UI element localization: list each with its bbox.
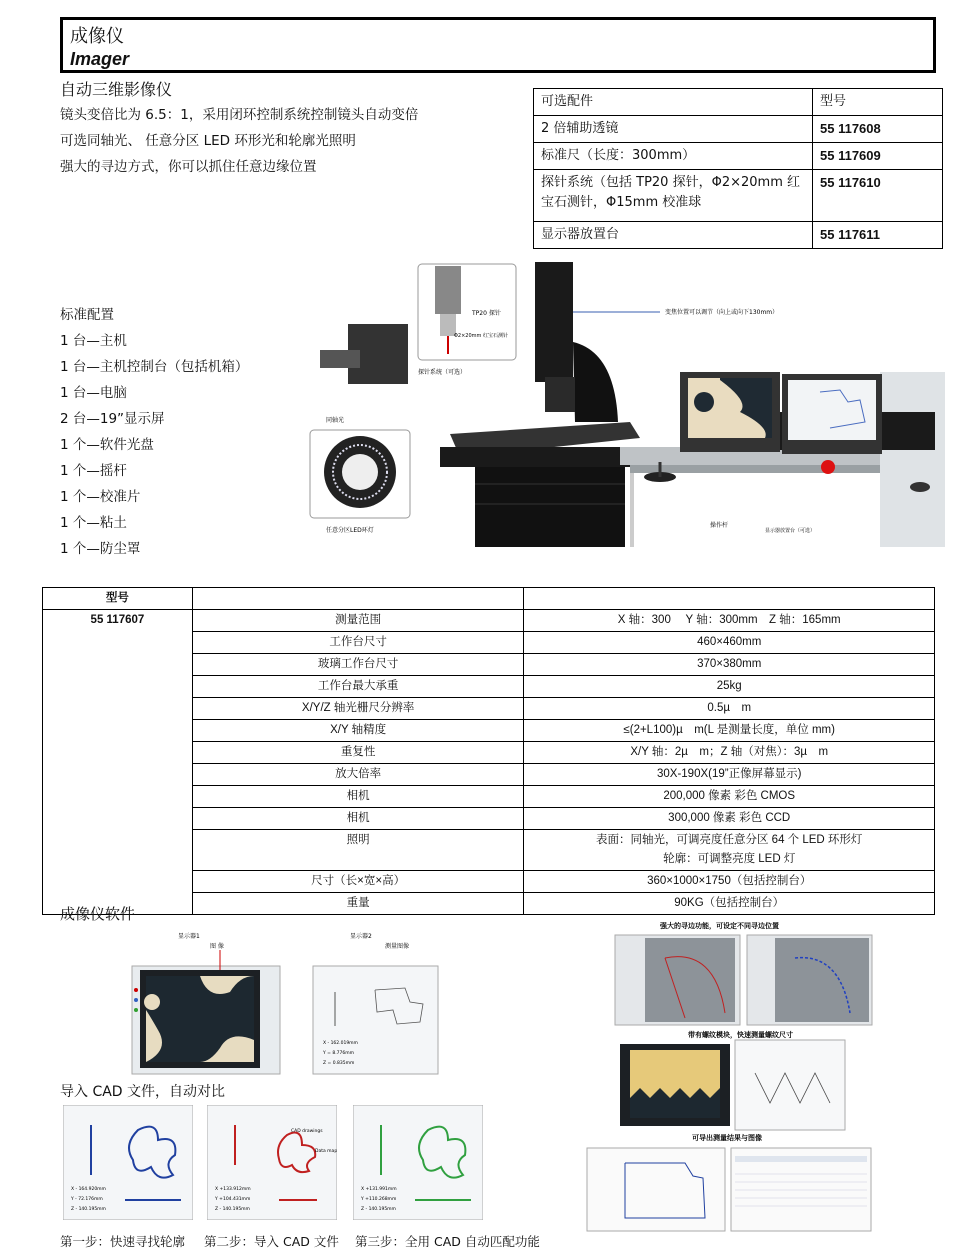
header-cell: [524, 588, 935, 610]
spec-value: X/Y 轴：2µ m；Z 轴（对焦）：3µ m: [524, 742, 935, 764]
export-caption: 可导出测量结果与图像: [692, 1134, 762, 1142]
cad3-x: X +131.991mm: [361, 1187, 397, 1192]
ring-light-label: 任意分区LED环灯: [326, 527, 374, 534]
joystick-label: 操作杆: [710, 522, 729, 529]
table-row: [43, 610, 935, 632]
table-row: [534, 143, 943, 170]
cad2-x: X +133.912mm: [215, 1187, 251, 1192]
spec-value: 360×1000×1750（包括控制台）: [524, 871, 935, 893]
header-cell: 型号: [813, 89, 943, 116]
accessory-model: 55 117608: [813, 116, 943, 143]
cad-step-1-screen: [63, 1105, 193, 1220]
intro-line: 强大的寻边方式，你可以抓住任意边缘位置: [60, 159, 317, 175]
cad3-z: Z - 140.195mm: [361, 1207, 396, 1212]
spec-key: 尺寸（长×宽×高）: [192, 871, 524, 893]
config-title: 标准配置: [60, 307, 114, 323]
accessory-name: 2 倍辅助透镜: [534, 116, 813, 143]
config-item: 1 个—粘土: [60, 515, 127, 531]
tp20-label: TP20 探针: [472, 310, 501, 317]
accessory-model: 55 117611: [813, 222, 943, 249]
intro-text: [60, 102, 418, 180]
cad1-z: Z - 140.195mm: [71, 1207, 106, 1212]
coaxial-label: 同轴光: [326, 417, 345, 424]
software-screen-1: [80, 930, 300, 1075]
readout-x: X - 162.019mm: [323, 1041, 358, 1046]
spec-value: 0.5µ m: [524, 698, 935, 720]
screen1-label: 显示器1: [178, 933, 200, 940]
spec-key: 玻璃工作台尺寸: [192, 654, 524, 676]
header-box: [60, 17, 936, 73]
model-number: 55 117607: [43, 610, 193, 915]
spec-key: X/Y 轴精度: [192, 720, 524, 742]
data-map-label: Data map: [315, 1149, 337, 1154]
spec-key: 重量: [192, 893, 524, 915]
cad1-y: Y - 72.176mm: [71, 1197, 103, 1202]
column-label: 变焦位置可以调节（向上或向下130mm）: [665, 309, 779, 316]
spec-value: 25kg: [524, 676, 935, 698]
edge-caption: 强大的寻边功能，可设定不同寻边位置: [660, 922, 779, 930]
header-cell: [192, 588, 524, 610]
spec-value-line: 表面：同轴光，可调亮度任意分区 64 个 LED 环形灯: [595, 834, 863, 846]
spec-table: [42, 587, 935, 915]
readout-z: Z = 0.835mm: [323, 1061, 355, 1066]
spec-key: 相机: [192, 808, 524, 830]
header-model: 型号: [43, 588, 193, 610]
config-item: 1 个—校准片: [60, 489, 141, 505]
cad1-x: X - 164.920mm: [71, 1187, 106, 1192]
cad-step-2-screen: [207, 1105, 337, 1220]
accessory-model: 55 117609: [813, 143, 943, 170]
accessory-name: 标准尺（长度：300mm）: [534, 143, 813, 170]
probe-system-label: 探针系统（可选）: [418, 369, 467, 376]
spec-key: 放大倍率: [192, 764, 524, 786]
table-row: [534, 170, 943, 222]
intro-line: 镜头变倍比为 6.5：1，采用闭环控制系统控制镜头自动变倍: [60, 107, 419, 123]
spec-value: 300,000 像素 彩色 CCD: [524, 808, 935, 830]
spec-key: 测量范围: [192, 610, 524, 632]
product-photo: [300, 262, 945, 547]
standard-config: [60, 302, 248, 562]
software-screen-2: [305, 930, 475, 1075]
spec-value: 370×380mm: [524, 654, 935, 676]
spec-value-line: 轮廓：可调整亮度 LED 灯: [663, 853, 796, 865]
meas-image-label: 测量图像: [385, 943, 410, 950]
cad-drawing-label: CAD drawings: [291, 1129, 323, 1134]
spec-key: X/Y/Z 轴光栅尺分辨率: [192, 698, 524, 720]
spec-value: ≤(2+L100)µ m(L 是测量长度，单位 mm): [524, 720, 935, 742]
spec-value: 30X-190X(19”正像屏幕显示): [524, 764, 935, 786]
step-label: 第二步：导入 CAD 文件: [204, 1234, 339, 1249]
config-item: 1 个—摇杆: [60, 463, 127, 479]
title-cn: 成像仪: [70, 26, 124, 47]
screen2-label: 显示器2: [350, 933, 372, 940]
cad-compare-title: 导入 CAD 文件，自动对比: [60, 1084, 226, 1100]
config-item: 1 台—电脑: [60, 385, 127, 401]
config-item: 1 个—软件光盘: [60, 437, 154, 453]
spec-value: [524, 830, 935, 871]
spec-value: 200,000 像素 彩色 CMOS: [524, 786, 935, 808]
software-title: 成像仪软件: [60, 905, 136, 923]
intro-line: 可选同轴光、 任意分区 LED 环形光和轮廓光照明: [60, 133, 356, 149]
cad-steps: [60, 1232, 540, 1250]
config-item: 1 台—主机控制台（包括机箱）: [60, 359, 249, 375]
config-item: 1 台—主机: [60, 333, 127, 349]
step-label: 第三步：全用 CAD 自动匹配功能: [355, 1234, 540, 1249]
cad3-y: Y +110.268mm: [361, 1197, 397, 1202]
readout-y: Y = 8.776mm: [323, 1051, 355, 1056]
cad2-y: Y +104.431mm: [215, 1197, 251, 1202]
image-label: 图 像: [210, 943, 224, 950]
accessory-model: 55 117610: [813, 170, 943, 222]
step-label: 第一步：快速寻找轮廓: [60, 1234, 186, 1249]
table-row: [534, 222, 943, 249]
title-en: Imager: [70, 49, 130, 69]
spec-key: 相机: [192, 786, 524, 808]
accessory-name: 显示器放置台: [534, 222, 813, 249]
spec-key: 工作台最大承重: [192, 676, 524, 698]
spec-key: 重复性: [192, 742, 524, 764]
cad2-z: Z - 140.195mm: [215, 1207, 250, 1212]
thread-caption: 带有螺纹模块，快速测量螺纹尺寸: [688, 1031, 793, 1039]
header-cell: 可选配件: [534, 89, 813, 116]
spec-value: 460×460mm: [524, 632, 935, 654]
probe-note-label: Φ2×20mm 红宝石测针: [454, 333, 508, 339]
table-row: [534, 116, 943, 143]
table-header-row: [43, 588, 935, 610]
cad-step-3-screen: [353, 1105, 483, 1220]
product-subtitle: 自动三维影像仪: [60, 80, 173, 99]
table-header-row: [534, 89, 943, 116]
accessories-table: [533, 88, 943, 249]
software-feature-screens: [585, 918, 875, 1233]
spec-key: 照明: [192, 830, 524, 871]
config-item: 1 个—防尘罩: [60, 541, 141, 557]
spec-value: X 轴：300 Y 轴：300mm Z 轴：165mm: [524, 610, 935, 632]
accessory-name: 探针系统（包括 TP20 探针，Φ2×20mm 红宝石测针，Φ15mm 校准球: [534, 170, 813, 222]
config-item: 2 台—19”显示屏: [60, 411, 165, 427]
spec-key: 工作台尺寸: [192, 632, 524, 654]
monitor-stand-label: 显示器放置台（可选）: [765, 528, 816, 534]
spec-value: 90KG（包括控制台）: [524, 893, 935, 915]
